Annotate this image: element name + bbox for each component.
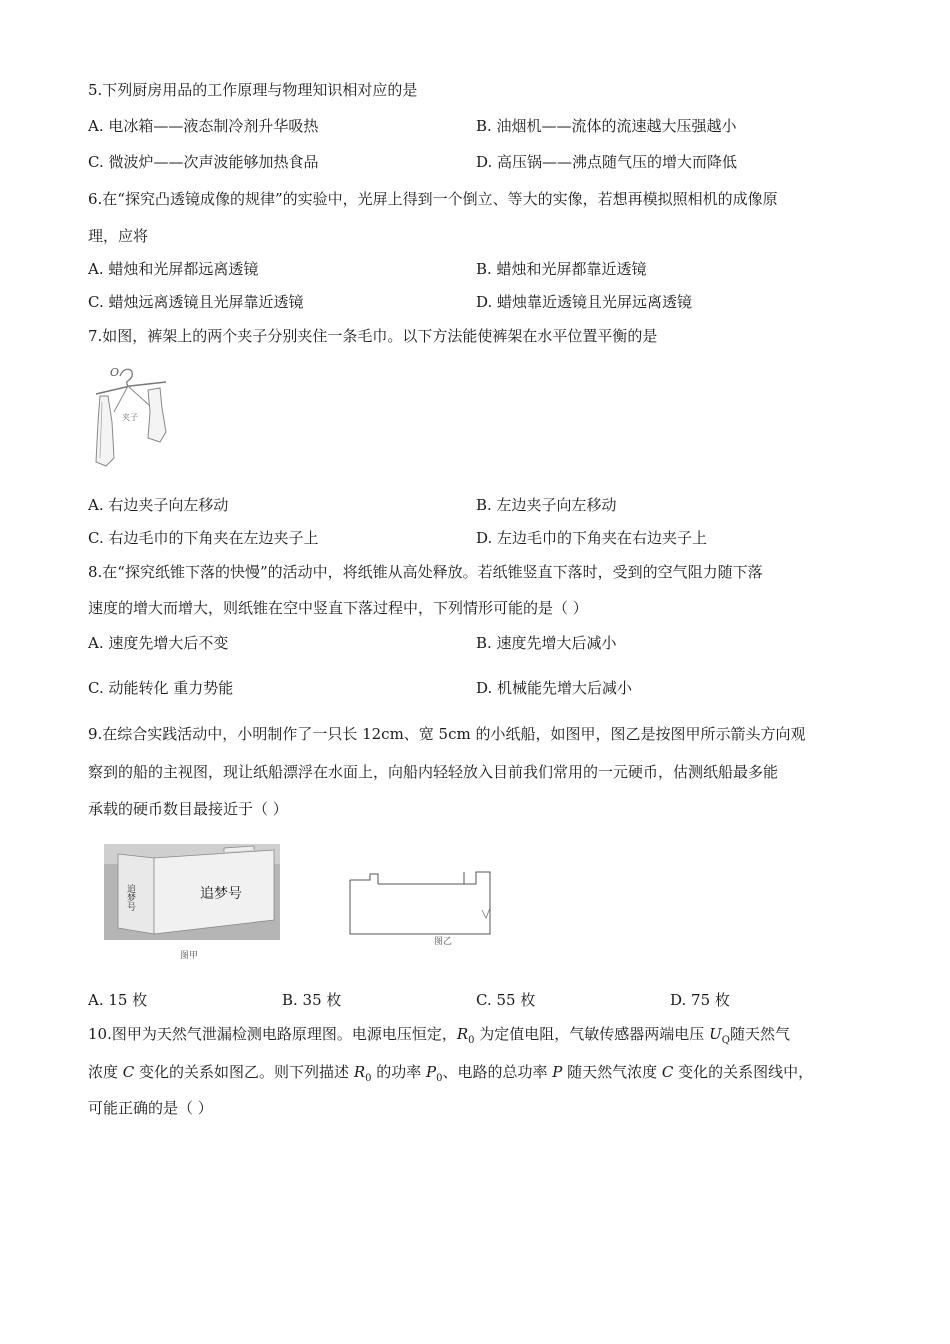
clip-label: 夹子	[122, 413, 138, 422]
q8-option-a: A. 速度先增大后不变	[88, 634, 229, 652]
boat-side-text: 追梦号	[200, 886, 242, 902]
q5-option-c: C. 微波炉——次声波能够加热食品	[88, 153, 319, 171]
q9-option-a: A. 15 枚	[88, 991, 148, 1009]
q5-stem: 5.下列厨房用品的工作原理与物理知识相对应的是	[88, 81, 418, 99]
q9-option-c: C. 55 枚	[476, 991, 536, 1009]
boat-front-text: 追梦号	[125, 884, 135, 911]
q8-stem-line2: 速度的增大而增大，则纸锥在空中竖直下落过程中，下列情形可能的是（ ）	[88, 599, 588, 617]
boat-front-view-figure	[340, 836, 500, 964]
q6-option-b: B. 蜡烛和光屏都靠近透镜	[476, 260, 647, 278]
q9-option-d: D. 75 枚	[670, 991, 730, 1009]
figure-jia-caption: 图甲	[180, 951, 199, 961]
q9-stem-line2: 察到的船的主视图，现让纸船漂浮在水面上，向船内轻轻放入目前我们常用的一元硬币，估测纸船最多能	[88, 763, 779, 781]
q7-stem: 7.如图，裤架上的两个夹子分别夹住一条毛巾。以下方法能使裤架在水平位置平衡的是	[88, 327, 658, 345]
q7-option-a: A. 右边夹子向左移动	[88, 496, 229, 514]
q7-option-c: C. 右边毛巾的下角夹在左边夹子上	[88, 529, 319, 547]
pivot-label: O	[110, 366, 120, 379]
q10-stem-line1: 10.图甲为天然气泄漏检测电路原理图。电源电压恒定，$R_0$ 为定值电阻，气敏传感器两端电压 $U_Q$随天然气	[88, 1025, 790, 1046]
q8-option-d: D. 机械能先增大后减小	[476, 679, 633, 697]
q10-stem-line3: 可能正确的是（ ）	[88, 1099, 213, 1117]
figure-yi-caption: 图乙	[434, 937, 453, 947]
q9-stem-line3: 承载的硬币数目最接近于（ ）	[88, 800, 288, 818]
q9-option-b: B. 35 枚	[282, 991, 342, 1009]
q7-option-d: D. 左边毛巾的下角夹在右边夹子上	[476, 529, 708, 547]
q6-option-d: D. 蜡烛靠近透镜且光屏远离透镜	[476, 293, 693, 311]
q5-option-a: A. 电冰箱——液态制冷剂升华吸热	[88, 117, 319, 135]
q5-option-b: B. 油烟机——流体的流速越大压强越小	[476, 117, 737, 135]
boat-photo-figure	[104, 836, 280, 964]
q9-stem-line1: 9.在综合实践活动中，小明制作了一只长 12cm、宽 5cm 的小纸船，如图甲，图乙是按图甲所示箭头方向观	[88, 725, 806, 743]
hanger-figure	[90, 362, 180, 472]
q8-option-c: C. 动能转化 重力势能	[88, 679, 234, 697]
q5-option-d: D. 高压锅——沸点随气压的增大而降低	[476, 153, 738, 171]
q10-stem-line2: 浓度 C 变化的关系如图乙。则下列描述 $R_0$ 的功率 $P_0$、电路的总功率 P 随天然气浓度 C 变化的关系图线中，	[88, 1063, 814, 1084]
q8-option-b: B. 速度先增大后减小	[476, 634, 617, 652]
q6-stem-line2: 理，应将	[88, 227, 149, 245]
q7-option-b: B. 左边夹子向左移动	[476, 496, 617, 514]
q8-stem-line1: 8.在“探究纸锥下落的快慢”的活动中，将纸锥从高处释放。若纸锥竖直下落时，受到的空气阻力随下落	[88, 563, 763, 581]
q6-stem-line1: 6.在“探究凸透镜成像的规律”的实验中，光屏上得到一个倒立、等大的实像，若想再模拟照相机的成像原	[88, 190, 778, 208]
q6-option-a: A. 蜡烛和光屏都远离透镜	[88, 260, 259, 278]
q6-option-c: C. 蜡烛远离透镜且光屏靠近透镜	[88, 293, 304, 311]
